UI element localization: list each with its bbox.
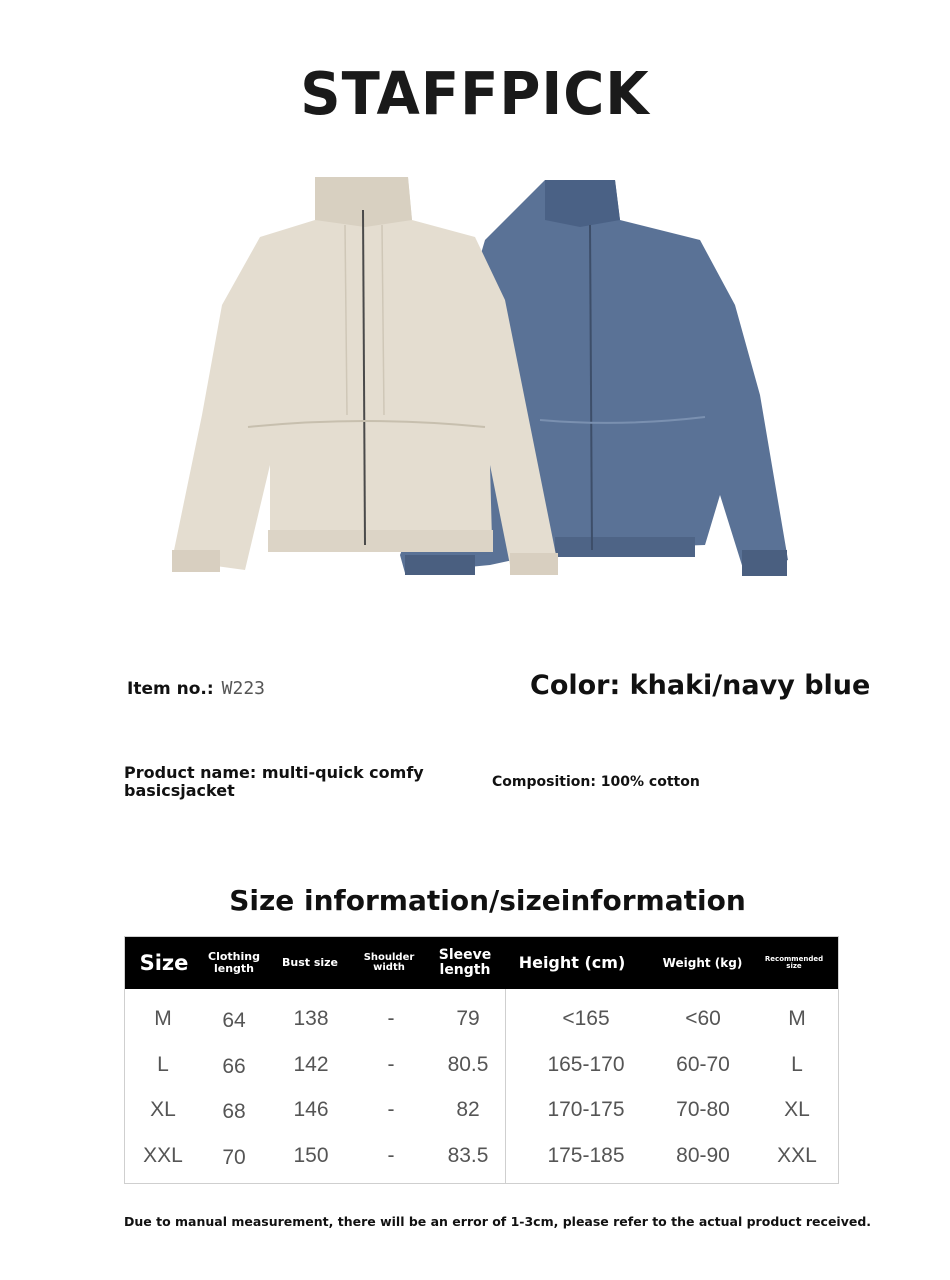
cell-clothing-length: 66 (222, 1055, 246, 1078)
item-number-value: W223 (221, 678, 266, 699)
cell-size: L (157, 1053, 169, 1076)
item-number (127, 678, 265, 699)
cell-clothing-length: 64 (222, 1009, 246, 1032)
cell-recommended: XL (784, 1098, 810, 1121)
cell-sleeve: 80.5 (447, 1053, 489, 1076)
cell-bust: 138 (293, 1007, 329, 1030)
cell-bust: 146 (293, 1098, 329, 1121)
header-recommended-size: Recommended size (764, 954, 824, 970)
cell-recommended: XXL (777, 1144, 817, 1167)
cell-clothing-length: 70 (222, 1146, 246, 1169)
cell-size: XL (150, 1098, 176, 1121)
cell-shoulder: - (387, 1053, 395, 1076)
header-bust-size: Bust size (281, 956, 339, 970)
measurement-disclaimer: Due to manual measurement, there will be an error of 1-3cm, please refer to the actual product received. (124, 1214, 872, 1229)
cell-size: M (154, 1007, 172, 1030)
header-sleeve-length: Sleeve length (438, 947, 492, 978)
header-height: Height (cm) (518, 952, 626, 972)
composition: Composition: 100% cotton (492, 774, 700, 790)
product-name: Product name: multi-quick comfy basicsjacket (124, 763, 424, 800)
cell-shoulder: - (387, 1007, 395, 1030)
cell-height: <165 (562, 1007, 610, 1030)
size-info-title: Size information/sizeinformation (229, 884, 746, 917)
cell-weight: 80-90 (676, 1144, 730, 1167)
cell-size: XXL (143, 1144, 183, 1167)
cell-recommended: M (788, 1007, 806, 1030)
cell-sleeve: 82 (456, 1098, 480, 1121)
cell-sleeve: 83.5 (447, 1144, 489, 1167)
header-weight: Weight (kg) (662, 955, 743, 970)
cell-bust: 142 (293, 1053, 329, 1076)
header-size: Size (139, 950, 189, 975)
size-table-header (125, 937, 838, 989)
cell-height: 170-175 (547, 1098, 625, 1121)
cell-weight: 70-80 (676, 1098, 730, 1121)
cell-height: 175-185 (547, 1144, 625, 1167)
cell-weight: 60-70 (676, 1053, 730, 1076)
cell-recommended: L (791, 1053, 803, 1076)
cell-bust: 150 (293, 1144, 329, 1167)
cell-clothing-length: 68 (222, 1100, 246, 1123)
size-table (124, 936, 839, 1184)
cell-shoulder: - (387, 1144, 395, 1167)
header-clothing-length: Clothing length (208, 950, 260, 975)
item-number-label: Item no.: (127, 679, 214, 699)
cell-shoulder: - (387, 1098, 395, 1121)
brand-logo: STAFFPICK (300, 60, 650, 129)
cell-height: 165-170 (547, 1053, 625, 1076)
product-image-jackets (160, 165, 800, 585)
header-shoulder-width: Shoulder width (363, 951, 415, 973)
color-info: Color: khaki/navy blue (530, 670, 871, 701)
cell-sleeve: 79 (456, 1007, 480, 1030)
cell-weight: <60 (685, 1007, 721, 1030)
